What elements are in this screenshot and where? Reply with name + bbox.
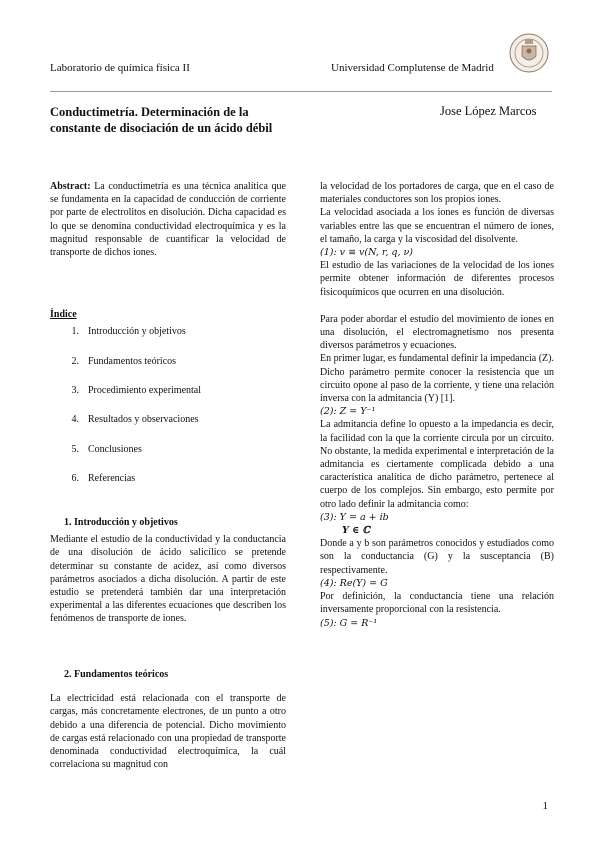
- right-column: [320, 180, 554, 630]
- abstract: [50, 180, 286, 259]
- equation-5: (5): G = R⁻¹: [320, 617, 378, 629]
- toc-item-number: 2.: [71, 355, 79, 367]
- abstract-text: La conductimetría es una técnica analítica que se fundamenta en la capacidad de conducción de corriente por parte de electrolitos en disolución. Dicha capacidad es lo que se denomina conductividad electroquímica y es la magnitud responsable de cuantificar la velocidad de transporte de dichos iones.: [50, 181, 286, 259]
- right-p1: la velocidad de los portadores de carga, que en el caso de materiales conductores son los propios iones.: [320, 181, 554, 206]
- right-p4: Para poder abordar el estudio del movimiento de iones en una disolución, el electromagnetismo nos presenta diversos parámetros y ecuaciones.: [320, 313, 554, 352]
- toc-item[interactable]: [50, 384, 286, 413]
- section1-text: Mediante el estudio de la conductividad y la conductancia de una disolución de ácido salicílico se pretende determinar su constante de acidez, así como diversos parámetros asociados a dicha disolución. A partir de este estudio se pretenderá también dar una interpretación experimental a las diferentes ecuaciones que describen los fenómenos de transporte de iones.: [50, 534, 286, 625]
- paper-title: Conductimetría. Determinación de la constante de disociación de un ácido débil: [50, 105, 273, 135]
- section2-heading: 2. Fundamentos teóricos: [64, 669, 169, 680]
- toc-list: [50, 325, 286, 501]
- section-fundamentos: [50, 668, 286, 771]
- toc-item-label: Resultados y observaciones: [88, 414, 199, 426]
- equation-3: (3): Y = a + ib: [320, 511, 389, 523]
- toc: [50, 308, 286, 502]
- abstract-label: Abstract:: [50, 181, 91, 192]
- equation-4: (4): Re(Y) = G: [320, 577, 388, 589]
- section1-heading: 1. Introducción y objetivos: [64, 517, 178, 528]
- toc-item-label: Fundamentos teóricos: [88, 355, 177, 367]
- toc-heading: Índice: [50, 309, 77, 320]
- toc-item[interactable]: [50, 355, 286, 384]
- toc-item[interactable]: [50, 325, 286, 354]
- paper-author: Jose López Marcos: [440, 104, 537, 118]
- toc-item-label: Introducción y objetivos: [88, 326, 186, 338]
- section2-text: La electricidad está relacionada con el transporte de cargas, más concretamente electrones, de un punto a otro debido a una diferencia de potencial. Dicho movimiento de cargas está relacionado con una propiedad de transporte denominada conductividad electroquímica, la cuál correlaciona su magnitud con: [50, 693, 286, 771]
- section-introduction: [50, 516, 286, 626]
- right-p3: El estudio de las variaciones de la velocidad de los iones permite obtener información de diferentes procesos fisicoquímicos que ocurren en una disolución.: [320, 260, 554, 298]
- equation-2: (2): Z = Y⁻¹: [320, 406, 376, 418]
- right-p2: La velocidad asociada a los iones es función de diversas variables entre las que se encuentran el número de iones, el tamaño, la carga y la viscosidad del disolvente.: [320, 207, 554, 245]
- toc-item[interactable]: [50, 413, 286, 442]
- toc-item-label: Referencias: [88, 473, 136, 485]
- header-divider: [50, 91, 552, 92]
- toc-item[interactable]: [50, 472, 286, 501]
- toc-item-number: 4.: [71, 414, 79, 426]
- toc-item-label: Procedimiento experimental: [88, 384, 202, 396]
- toc-item[interactable]: [50, 443, 286, 472]
- header-right: Universidad Complutense de Madrid: [331, 62, 494, 74]
- toc-item-number: 3.: [71, 384, 79, 396]
- toc-item-number: 1.: [71, 326, 79, 338]
- toc-item-number: 5.: [71, 443, 79, 455]
- toc-item-number: 6.: [71, 473, 79, 485]
- toc-item-label: Conclusiones: [88, 443, 142, 455]
- equation-3-domain: Y ∈ ℂ: [342, 525, 370, 537]
- university-crest-icon: [509, 28, 549, 78]
- right-p6: La admitancia define lo opuesto a la impedancia es decir, la facilidad con la que la corriente circula por un circuito. No obstante, la medida experimental e interpretación de la admitancia es ciertamente complicada debido a una característica analítica de dicho parámetro, pertenece al cuerpo de los complejos. Sin embargo, esto permite por otro lado definir la admitancia como:: [320, 419, 554, 510]
- right-p7: Donde a y b son parámetros conocidos y estudiados como son la conductancia (G) y la susceptancia (B) respectivamente.: [320, 538, 554, 576]
- equation-1: (1): v ≡ v(N, r, q, ν): [320, 247, 414, 259]
- right-p8: Por definición, la conductancia tiene una relación inversamente proporcional con la resistencia.: [320, 591, 554, 616]
- page-number: 1: [542, 800, 548, 812]
- header-left: Laboratorio de química física II: [50, 62, 190, 74]
- right-p5: En primer lugar, es fundamental definir la impedancia (Z). Dicho parámetro permite conocer la resistencia que un circuito opone al paso de la corriente, y tiene una relación inversa con la admitancia (Y) [1].: [320, 353, 554, 405]
